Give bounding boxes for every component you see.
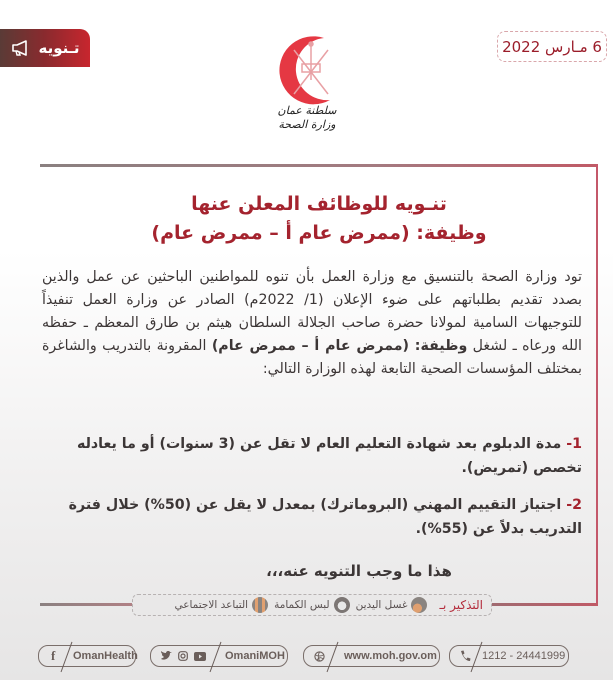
item-text: مدة الدبلوم بعد شهادة التعليم العام لا تقل عن (3 سنوات) أو ما يعادله تخصص (تمريض). <box>76 436 582 476</box>
reminder-label: لبس الكمامة <box>274 599 330 611</box>
reminder-lead: التذكير بـ <box>439 598 483 612</box>
frame-bottom-border-left <box>40 603 132 606</box>
closing-statement <box>40 562 598 580</box>
hand-wash-icon <box>411 597 427 613</box>
logo-text-line2: وزارة الصحة <box>278 118 336 131</box>
social-handle: OmaniMOH <box>225 650 285 662</box>
requirement-item-1 <box>42 433 582 480</box>
body-part1: تود وزارة الصحة بالتنسيق مع وزارة العمل بأن تنوه للمواطنين الباحثين عن عمل والذين بصدد تقديم بطلباتهم على ضوء الإعلان (1/ 2022م) الصادر عن وزارة العمل تنفيذاً للتوجيهات السامية لمولانا حضرة صاحب الجلالة السلطان هيثم بن طارق المعظم ـ حفظه الله ورعاه ـ لشغل <box>42 269 583 354</box>
phone-link[interactable] <box>449 645 569 667</box>
notice-title <box>40 190 598 248</box>
item-number: 2- <box>566 497 582 513</box>
divider-slash <box>327 642 339 673</box>
divider-slash <box>471 642 483 673</box>
requirement-item-2 <box>42 494 582 541</box>
twitter-icon <box>161 651 172 661</box>
date-label: 6 مـارس 2022 <box>497 31 607 62</box>
facebook-handle: OmanHealth <box>73 650 138 662</box>
reminder-item <box>174 597 268 613</box>
body-part2: المقرونة بالتدريب والشاغرة بمختلف المؤسسات الصحية التابعة لهذه الوزارة التالي: <box>42 338 582 377</box>
logo-text-line1: سلطنة عمان <box>277 104 337 117</box>
social-icons <box>151 651 206 661</box>
body-job-title: وظيفة: (ممرض عام أ – ممرض عام) <box>211 338 468 354</box>
divider-slash <box>210 642 222 673</box>
facebook-link[interactable] <box>38 645 136 667</box>
face-mask-icon <box>334 597 350 613</box>
globe-icon <box>314 651 325 662</box>
social-distance-icon <box>252 597 268 613</box>
reminder-item <box>274 597 350 613</box>
reminder-item <box>356 597 428 613</box>
reminder-label: غسل اليدين <box>355 599 408 611</box>
facebook-icon: f <box>51 648 56 663</box>
phone-number: 1212 - 24441999 <box>482 650 566 662</box>
social-link[interactable] <box>150 645 288 667</box>
title-line2: وظيفة: (ممرض عام أ – ممرض عام) <box>151 222 487 244</box>
footer-contacts <box>0 645 613 669</box>
badge-label: تـنويه <box>38 39 80 57</box>
announcement-badge <box>0 29 90 67</box>
instagram-icon <box>178 651 188 661</box>
closing-text: هذا ما وجب التنويه عنه،،، <box>266 562 452 580</box>
phone-icon <box>460 650 471 662</box>
item-number: 1- <box>566 436 582 452</box>
reminder-bar <box>132 594 492 616</box>
website-link[interactable] <box>303 645 440 667</box>
frame-top-border <box>40 164 598 167</box>
divider-slash <box>61 642 73 673</box>
youtube-icon <box>194 652 206 661</box>
item-text: اجتياز التقييم المهني (البروماترك) بمعدل لا يقل عن (50%) خلال فترة التدريب بدلاً عن (55%). <box>68 497 582 537</box>
website-url: www.moh.gov.om <box>344 650 437 662</box>
notice-body <box>42 266 582 381</box>
title-line1: تنـويه للوظائف المعلن عنها <box>191 193 447 215</box>
megaphone-icon <box>11 39 31 57</box>
ministry-logo-text <box>262 104 352 132</box>
frame-bottom-border-right <box>492 603 598 606</box>
reminder-label: التباعد الاجتماعي <box>174 599 249 611</box>
